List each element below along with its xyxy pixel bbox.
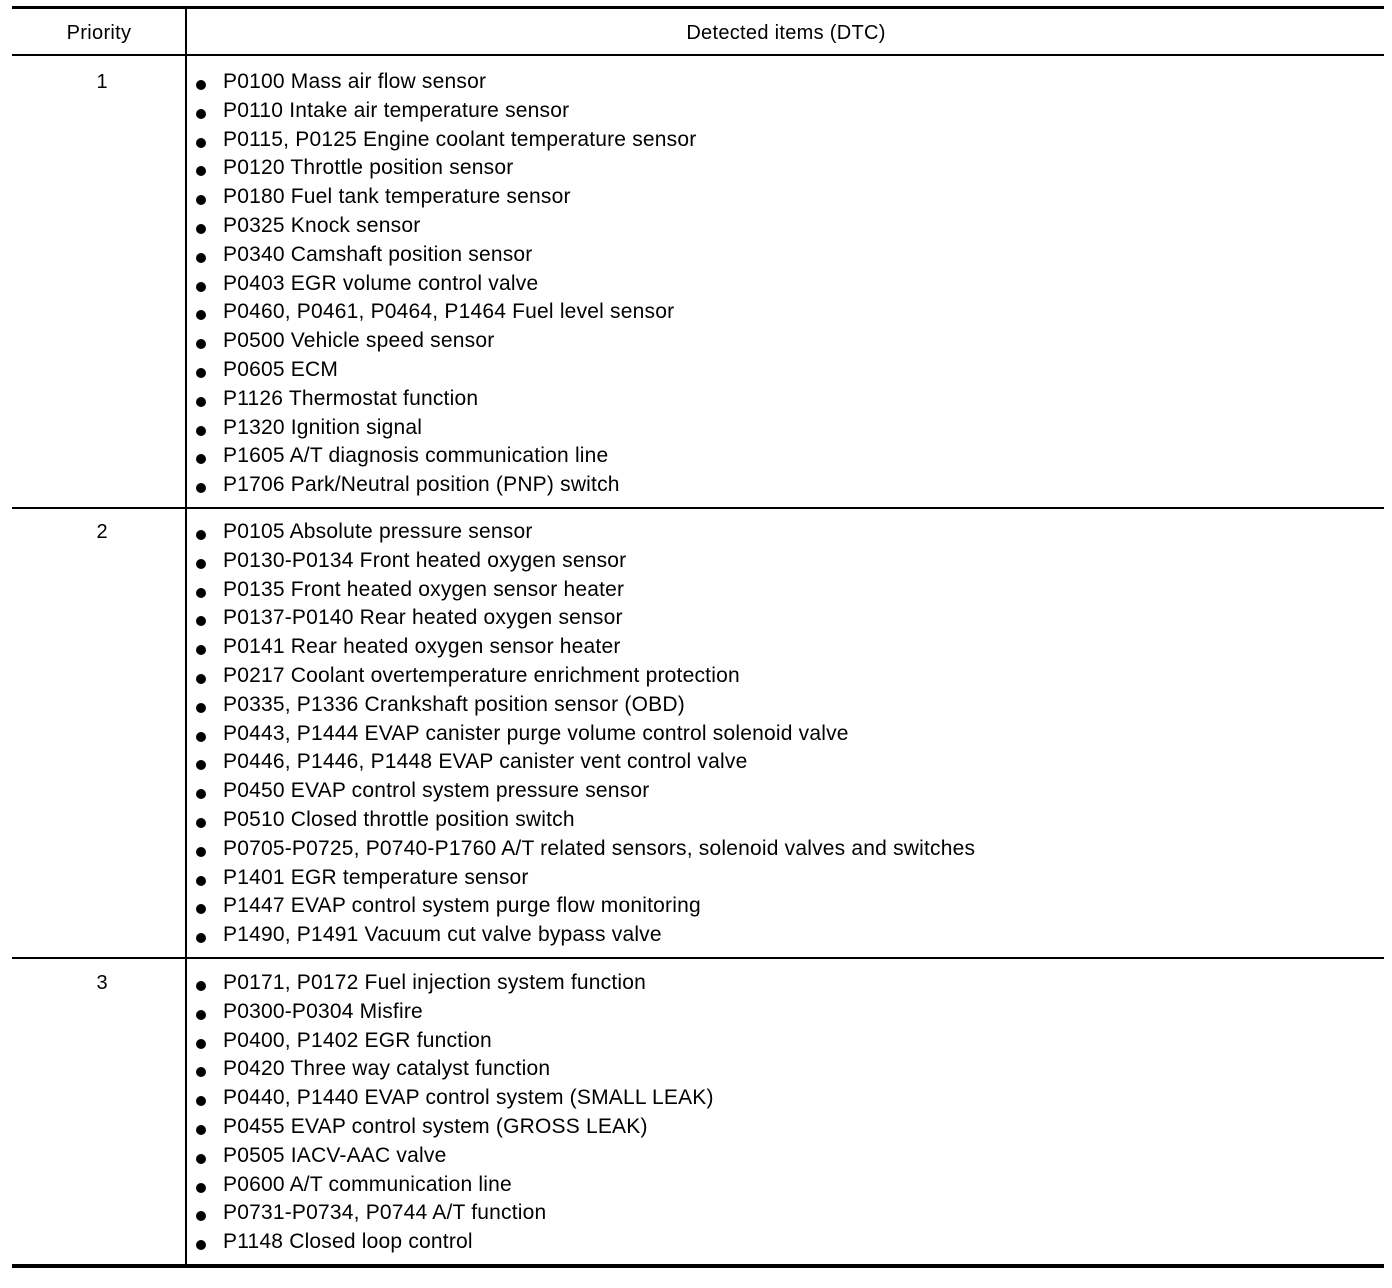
dtc-item-text: P0455 EVAP control system (GROSS LEAK): [223, 1114, 648, 1138]
dtc-item-text: P0400, P1402 EGR function: [223, 1028, 492, 1052]
bullet-icon: [196, 1211, 206, 1221]
bullet-icon: [196, 818, 206, 828]
dtc-item-text: P0605 ECM: [223, 357, 339, 381]
bullet-icon: [196, 1096, 206, 1106]
bullet-icon: [196, 732, 206, 742]
dtc-item-text: P0420 Three way catalyst function: [223, 1057, 551, 1081]
dtc-item-text: P0731-P0734, P0744 A/T function: [223, 1201, 547, 1225]
bullet-icon: [196, 1154, 206, 1164]
bullet-icon: [196, 530, 206, 540]
bullet-icon: [196, 1183, 206, 1193]
bullet-icon: [196, 109, 206, 119]
bullet-icon: [196, 282, 206, 292]
priority-value: 3: [96, 972, 108, 994]
priority-value: 2: [96, 521, 108, 543]
bullet-icon: [196, 588, 206, 598]
bullet-icon: [196, 789, 206, 799]
header-rule: [12, 54, 1384, 56]
dtc-item-text: P0180 Fuel tank temperature sensor: [223, 185, 571, 209]
dtc-item-text: P0217 Coolant overtemperature enrichment protection: [223, 663, 740, 687]
header-detected-items: Detected items (DTC): [686, 22, 886, 44]
bullet-icon: [196, 310, 206, 320]
group-divider-2: [12, 957, 1384, 959]
bullet-icon: [196, 195, 206, 205]
bullet-icon: [196, 397, 206, 407]
bullet-icon: [196, 981, 206, 991]
dtc-item-text: P0115, P0125 Engine coolant temperature sensor: [223, 127, 697, 151]
dtc-item-text: P1490, P1491 Vacuum cut valve bypass valve: [223, 923, 662, 947]
bullet-icon: [196, 454, 206, 464]
bullet-icon: [196, 1010, 206, 1020]
bullet-icon: [196, 616, 206, 626]
dtc-item-text: P0105 Absolute pressure sensor: [223, 520, 533, 543]
dtc-item-text: P1447 EVAP control system purge flow monitoring: [223, 894, 701, 918]
header-priority: Priority: [66, 22, 132, 44]
dtc-item-text: P1126 Thermostat function: [223, 386, 479, 410]
dtc-item-text: P0300-P0304 Misfire: [223, 999, 423, 1023]
bullet-icon: [196, 904, 206, 914]
dtc-item-text: P0403 EGR volume control valve: [223, 271, 539, 295]
bullet-icon: [196, 253, 206, 263]
bullet-icon: [196, 224, 206, 234]
bullet-icon: [196, 1039, 206, 1049]
dtc-item-text: P0500 Vehicle speed sensor: [223, 329, 495, 353]
dtc-item-text: P0510 Closed throttle position switch: [223, 807, 575, 831]
bullet-icon: [196, 80, 206, 90]
column-divider: [185, 6, 187, 1266]
dtc-item-text: P1148 Closed loop control: [223, 1230, 473, 1254]
dtc-item-text: P0100 Mass air flow sensor: [223, 70, 487, 93]
group-divider-1: [12, 507, 1384, 509]
dtc-item-text: P0600 A/T communication line: [223, 1172, 512, 1196]
priority-value: 1: [96, 71, 108, 93]
bullet-icon: [196, 426, 206, 436]
bullet-icon: [196, 703, 206, 713]
dtc-item-text: P0325 Knock sensor: [223, 213, 421, 237]
dtc-item-text: P0443, P1444 EVAP canister purge volume control solenoid valve: [223, 721, 849, 745]
dtc-item-text: P0440, P1440 EVAP control system (SMALL LEAK): [223, 1086, 714, 1110]
bullet-icon: [196, 138, 206, 148]
dtc-item-text: P0130-P0134 Front heated oxygen sensor: [223, 548, 627, 572]
bullet-icon: [196, 1125, 206, 1135]
dtc-item-text: P0340 Camshaft position sensor: [223, 242, 533, 266]
dtc-priority-table: [12, 6, 1384, 1274]
dtc-item-text: P0171, P0172 Fuel injection system function: [223, 971, 647, 994]
bullet-icon: [196, 339, 206, 349]
bullet-icon: [196, 645, 206, 655]
bullet-icon: [196, 847, 206, 857]
table-top-rule: [12, 6, 1384, 9]
bullet-icon: [196, 368, 206, 378]
dtc-item-text: P0110 Intake air temperature sensor: [223, 98, 570, 122]
dtc-item-text: P0446, P1446, P1448 EVAP canister vent control valve: [223, 750, 748, 774]
bullet-icon: [196, 760, 206, 770]
dtc-item-text: P0705-P0725, P0740-P1760 A/T related sensors, solenoid valves and switches: [223, 836, 976, 860]
dtc-item-text: P0505 IACV-AAC valve: [223, 1143, 447, 1167]
dtc-item-text: P1401 EGR temperature sensor: [223, 865, 529, 889]
dtc-item-text: P0460, P0461, P0464, P1464 Fuel level sensor: [223, 300, 675, 324]
bullet-icon: [196, 1240, 206, 1250]
bullet-icon: [196, 483, 206, 493]
bullet-icon: [196, 166, 206, 176]
bullet-icon: [196, 1067, 206, 1077]
dtc-item-text: P0137-P0140 Rear heated oxygen sensor: [223, 606, 623, 630]
dtc-item-text: P0450 EVAP control system pressure sensor: [223, 779, 650, 803]
dtc-item-text: P0141 Rear heated oxygen sensor heater: [223, 635, 621, 659]
bullet-icon: [196, 933, 206, 943]
dtc-item-text: P0120 Throttle position sensor: [223, 156, 514, 180]
dtc-item-text: P1605 A/T diagnosis communication line: [223, 444, 609, 468]
dtc-item-text: P1706 Park/Neutral position (PNP) switch: [223, 473, 620, 497]
dtc-item-text: P1320 Ignition signal: [223, 415, 423, 439]
bullet-icon: [196, 559, 206, 569]
dtc-item-text: P0335, P1336 Crankshaft position sensor (OBD): [223, 692, 685, 716]
bullet-icon: [196, 674, 206, 684]
table-bottom-rule: [12, 1264, 1384, 1268]
dtc-item-text: P0135 Front heated oxygen sensor heater: [223, 577, 625, 601]
bullet-icon: [196, 876, 206, 886]
